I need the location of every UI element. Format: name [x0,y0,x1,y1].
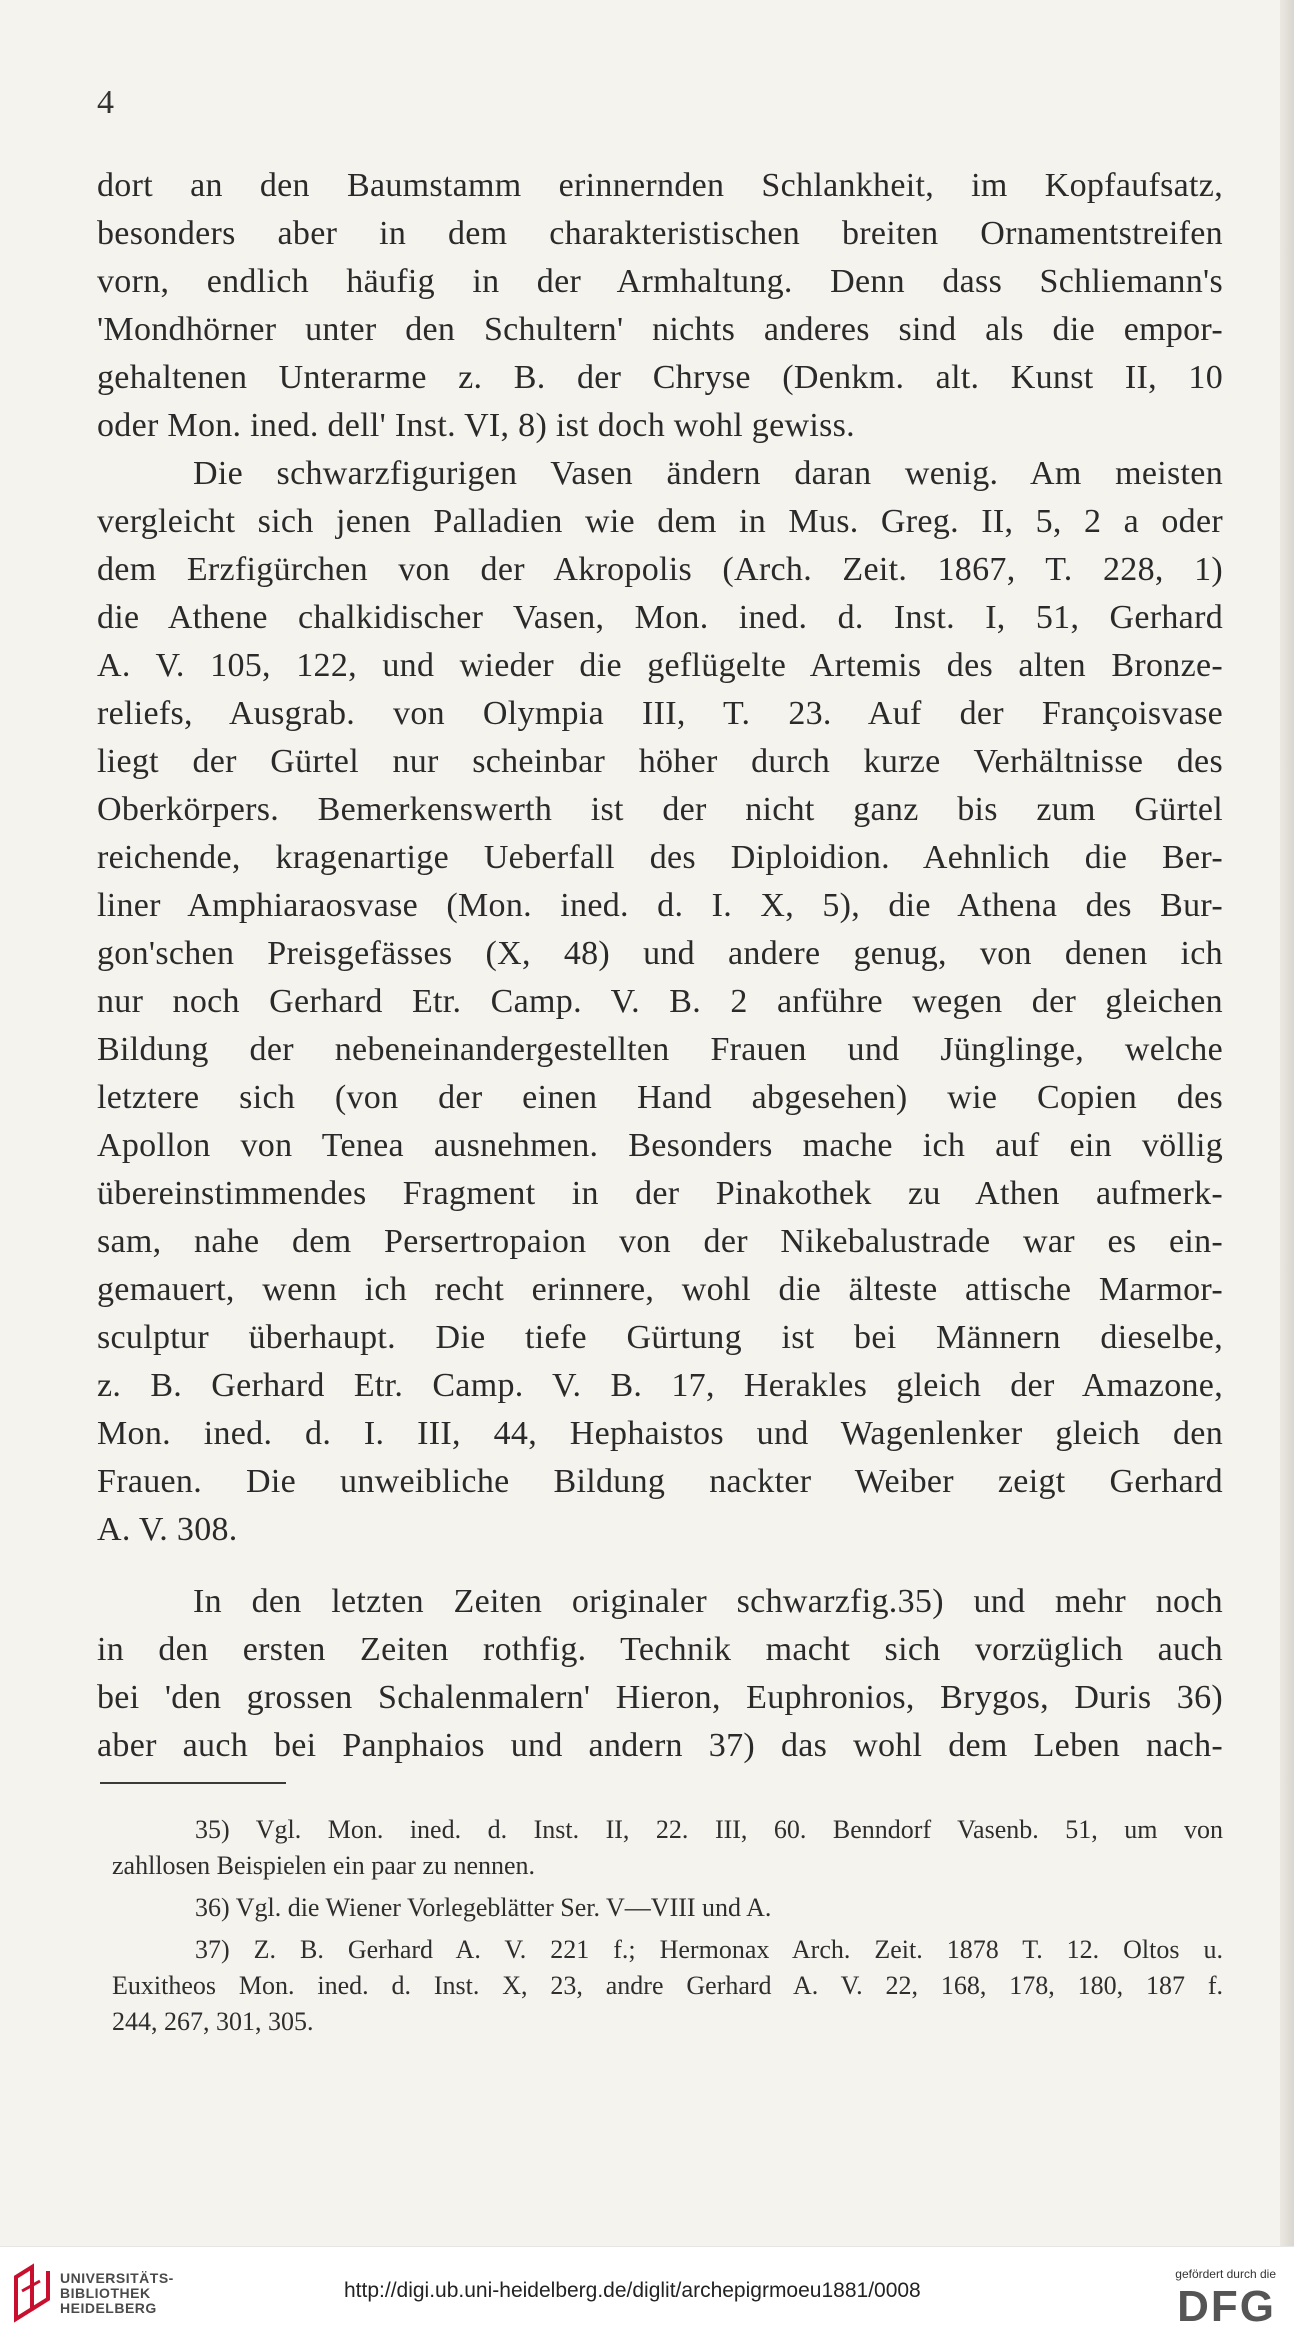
footnote-line: 244, 267, 301, 305. [112,2007,314,2036]
body-line: vergleicht sich jenen Palladien wie dem in Mus. Greg. II, 5, 2 a oder [97,503,1223,540]
body-line: dort an den Baumstamm erinnernden Schlankheit, im Kopfaufsatz, [97,167,1223,204]
body-line: gemauert, wenn ich recht erinnere, wohl die älteste attische Marmor- [97,1271,1223,1308]
body-line: dem Erzfigürchen von der Akropolis (Arch. Zeit. 1867, T. 228, 1) [97,551,1223,588]
viewer-footer [0,2246,1294,2339]
body-line: In den letzten Zeiten originaler schwarzfig.35) und mehr noch [193,1583,1223,1620]
body-line: sculptur überhaupt. Die tiefe Gürtung ist bei Männern dieselbe, [97,1319,1223,1356]
page-number: 4 [97,84,114,121]
footnote-line: zahllosen Beispielen ein paar zu nennen. [112,1851,536,1880]
body-line: z. B. Gerhard Etr. Camp. V. B. 17, Herakles gleich der Amazone, [97,1367,1223,1404]
library-name-line: UNIVERSITÄTS- [60,2270,174,2286]
permalink-url[interactable]: http://digi.ub.uni-heidelberg.de/diglit/archepigrmoeu1881/0008 [344,2279,921,2302]
library-name-line: HEIDELBERG [60,2300,157,2316]
university-library-logo-icon[interactable] [10,2261,54,2325]
body-line: Oberkörpers. Bemerkenswerth ist der nicht ganz bis zum Gürtel [97,791,1223,828]
library-name-line: BIBLIOTHEK [60,2285,151,2301]
body-line: in den ersten Zeiten rothfig. Technik macht sich vorzüglich auch [97,1631,1223,1668]
footnote-separator [100,1782,286,1784]
dfg-logo[interactable]: DFG [1177,2282,1276,2331]
funder-caption: gefördert durch die [1175,2267,1276,2281]
body-line: Mon. ined. d. I. III, 44, Hephaistos und Wagenlenker gleich den [97,1415,1223,1452]
body-line: oder Mon. ined. dell' Inst. VI, 8) ist doch wohl gewiss. [97,407,855,444]
body-line: gehaltenen Unterarme z. B. der Chryse (Denkm. alt. Kunst II, 10 [97,359,1223,396]
body-line: Frauen. Die unweibliche Bildung nackter Weiber zeigt Gerhard [97,1463,1223,1500]
body-line: gon'schen Preisgefässes (X, 48) und andere genug, von denen ich [97,935,1223,972]
body-line: bei 'den grossen Schalenmalern' Hieron, Euphronios, Brygos, Duris 36) [97,1679,1223,1716]
body-line: nur noch Gerhard Etr. Camp. V. B. 2 anführe wegen der gleichen [97,983,1223,1020]
footnote-line: 35) Vgl. Mon. ined. d. Inst. II, 22. III, 60. Benndorf Vasenb. 51, um von [195,1815,1223,1844]
body-line: besonders aber in dem charakteristischen breiten Ornamentstreifen [97,215,1223,252]
body-line: liner Amphiaraosvase (Mon. ined. d. I. X, 5), die Athena des Bur- [97,887,1223,924]
body-line: 'Mondhörner unter den Schultern' nichts anderes sind als die empor- [97,311,1223,348]
body-line: Apollon von Tenea ausnehmen. Besonders mache ich auf ein völlig [97,1127,1223,1164]
body-line: reichende, kragenartige Ueberfall des Diploidion. Aehnlich die Ber- [97,839,1223,876]
footnote-line: 36) Vgl. die Wiener Vorlegeblätter Ser. V—VIII und A. [195,1893,772,1922]
page-edge-shadow [1280,0,1294,2246]
footnote-line: Euxitheos Mon. ined. d. Inst. X, 23, andre Gerhard A. V. 22, 168, 178, 180, 187 f. [112,1971,1223,2000]
body-line: die Athene chalkidischer Vasen, Mon. ined. d. Inst. I, 51, Gerhard [97,599,1223,636]
body-line: reliefs, Ausgrab. von Olympia III, T. 23. Auf der Françoisvase [97,695,1223,732]
footnote-line: 37) Z. B. Gerhard A. V. 221 f.; Hermonax Arch. Zeit. 1878 T. 12. Oltos u. [195,1935,1223,1964]
body-line: liegt der Gürtel nur scheinbar höher durch kurze Verhältnisse des [97,743,1223,780]
body-line: aber auch bei Panphaios und andern 37) das wohl dem Leben nach- [97,1727,1223,1764]
body-line: Bildung der nebeneinandergestellten Frauen und Jünglinge, welche [97,1031,1223,1068]
body-line: vorn, endlich häufig in der Armhaltung. Denn dass Schliemann's [97,263,1223,300]
body-line: übereinstimmendes Fragment in der Pinakothek zu Athen aufmerk- [97,1175,1223,1212]
body-line: letztere sich (von der einen Hand abgesehen) wie Copien des [97,1079,1223,1116]
body-line: Die schwarzfigurigen Vasen ändern daran wenig. Am meisten [193,455,1223,492]
library-name[interactable] [60,2271,174,2316]
body-line: A. V. 308. [97,1511,238,1548]
body-line: sam, nahe dem Persertropaion von der Nikebalustrade war es ein- [97,1223,1223,1260]
body-line: A. V. 105, 122, und wieder die geflügelte Artemis des alten Bronze- [97,647,1223,684]
